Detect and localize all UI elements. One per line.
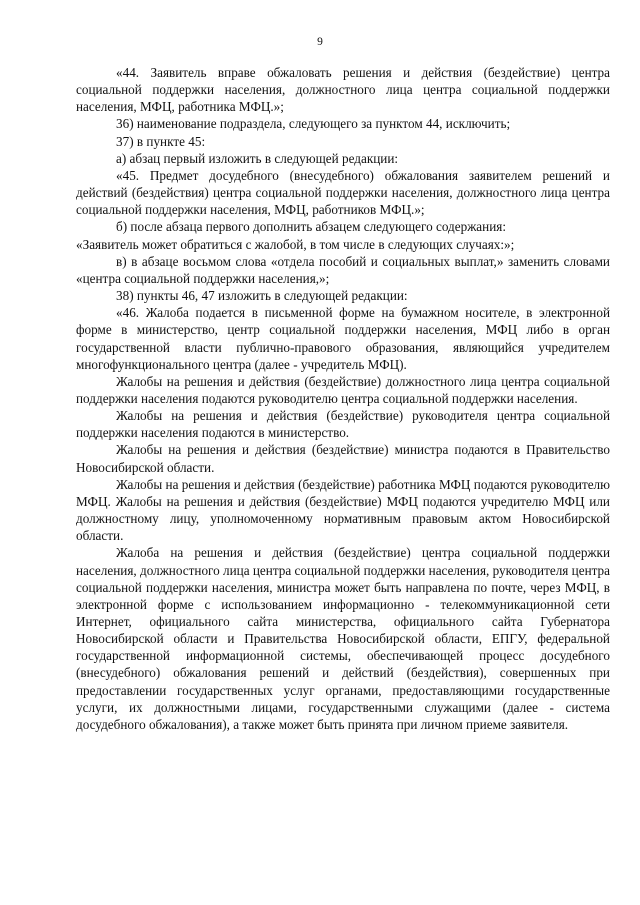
paragraph: Жалобы на решения и действия (бездействие) руководителя центра социальной поддержки населения подаются в министерство. bbox=[76, 408, 610, 441]
paragraph: Жалобы на решения и действия (бездействие) министра подаются в Правительство Новосибирской области. bbox=[76, 442, 610, 475]
paragraph: 36) наименование подраздела, следующего за пунктом 44, исключить; bbox=[116, 116, 511, 132]
paragraph: в) в абзаце восьмом слова «отдела пособий и социальных выплат,» заменить словами «центра социальной поддержки населения,»; bbox=[76, 253, 610, 286]
paragraph: а) абзац первый изложить в следующей редакции: bbox=[116, 150, 399, 166]
paragraph: 37) в пункте 45: bbox=[116, 133, 206, 149]
paragraph: Жалобы на решения и действия (бездействие) работника МФЦ подаются руководителю МФЦ. Жалобы на решения и действия (бездействие) МФЦ подаются учредителю МФЦ или должностному лицу, уполномоченному нормативным правовым актом Новосибирской области. bbox=[76, 476, 610, 544]
paragraph: «Заявитель может обратиться с жалобой, в том числе в следующих случаях:»; bbox=[76, 236, 515, 252]
paragraph: «44. Заявитель вправе обжаловать решения и действия (бездействие) центра социальной поддержки населения, должностного лица центра социальной поддержки населения, МФЦ, работника МФЦ.»; bbox=[76, 65, 610, 115]
paragraph: б) после абзаца первого дополнить абзацем следующего содержания: bbox=[116, 219, 507, 235]
document-body bbox=[76, 64, 610, 733]
paragraph: «45. Предмет досудебного (внесудебного) обжалования заявителем решений и действий (бездействия) центра социальной поддержки населения, должностного лица центра социальной поддержки населения, МФЦ, работников МФЦ.»; bbox=[76, 167, 610, 218]
paragraph: Жалоба на решения и действия (бездействие) центра социальной поддержки населения, должностного лица центра социальной поддержки населения, руководителя центра социальной поддержки населения, министра может быть направлена по почте, через МФЦ, в электронной форме с использованием информационно - телекоммуникационной сети Интернет, официального сайта министерства, официального сайта Губернатора Новосибирской области и Правительства Новосибирской области, ЕПГУ, федеральной государственной информационной системы, обеспечивающей процесс досудебного (внесудебного) обжалования решений и действий (бездействия), совершенных при предоставлении государственных услуг органами, предоставляющими государственные услуги, их должностными лицами, государственными служащими (далее - система досудебного обжалования), а также может быть принята при личном приеме заявителя. bbox=[76, 545, 610, 732]
paragraph: «46. Жалоба подается в письменной форме на бумажном носителе, в электронной форме в министерство, центр социальной поддержки населения, МФЦ либо в орган государственной власти публично-правового образования, являющийся учредителем многофункционального центра (далее - учредитель МФЦ). bbox=[76, 305, 610, 372]
page-number: 9 bbox=[317, 36, 323, 48]
paragraph: Жалобы на решения и действия (бездействие) должностного лица центра социальной поддержки населения подаются руководителю центра социальной поддержки населения. bbox=[76, 373, 610, 406]
paragraph: 38) пункты 46, 47 изложить в следующей редакции: bbox=[116, 288, 408, 304]
